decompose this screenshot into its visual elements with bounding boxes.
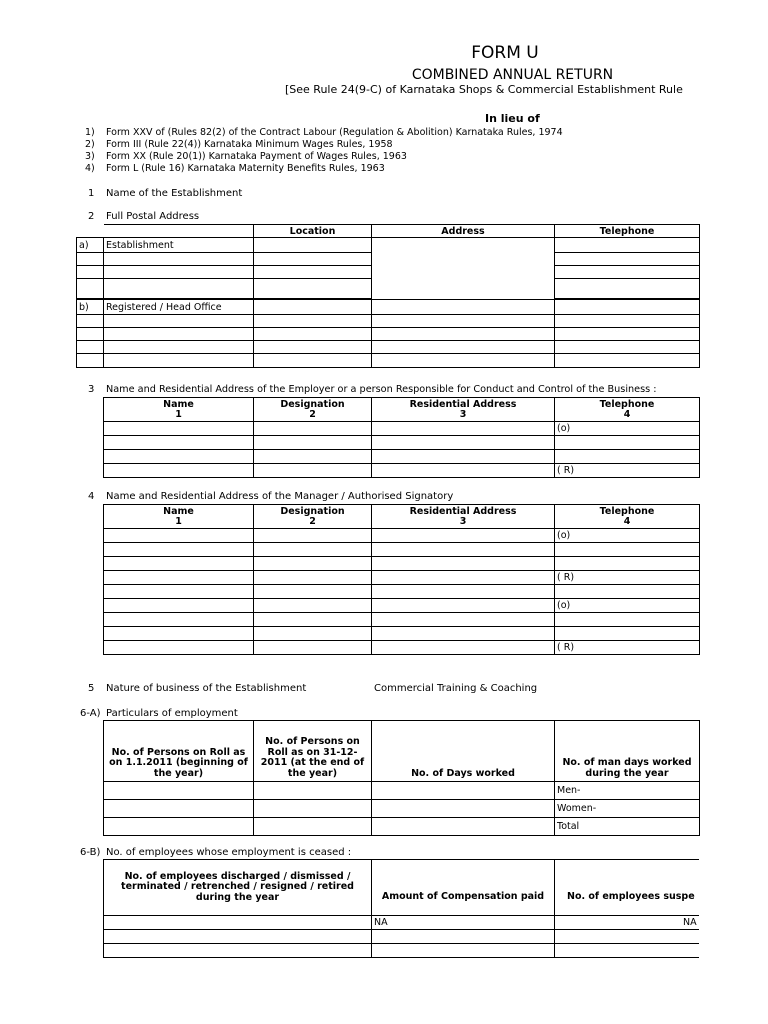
table-cell[interactable] bbox=[555, 944, 700, 958]
table-cell[interactable] bbox=[372, 818, 555, 836]
table-cell[interactable] bbox=[254, 300, 372, 315]
table-cell[interactable] bbox=[104, 800, 254, 818]
table-cell[interactable] bbox=[372, 782, 555, 800]
table-cell[interactable] bbox=[555, 436, 700, 450]
table-cell[interactable] bbox=[104, 557, 254, 571]
column-number: 2 bbox=[309, 408, 316, 420]
table-cell[interactable] bbox=[104, 436, 254, 450]
form-title: FORM U bbox=[471, 43, 539, 63]
lieu-item-num: 2) bbox=[85, 139, 95, 150]
table-cell[interactable] bbox=[254, 641, 372, 655]
table-cell[interactable] bbox=[555, 253, 700, 266]
table-cell[interactable] bbox=[104, 613, 254, 627]
table-cell[interactable] bbox=[254, 557, 372, 571]
table-cell[interactable] bbox=[104, 529, 254, 543]
table-cell[interactable] bbox=[555, 450, 700, 464]
lieu-item-num: 3) bbox=[85, 151, 95, 162]
row-label-head-office: Registered / Head Office bbox=[104, 300, 254, 315]
telephone-residence-cell[interactable]: ( R) bbox=[555, 641, 700, 655]
section-1-number: 1 bbox=[88, 188, 95, 199]
man-days-women-cell[interactable]: Women- bbox=[555, 800, 700, 818]
ceased-employment-table bbox=[103, 859, 699, 958]
table-cell[interactable] bbox=[104, 585, 254, 599]
table-cell[interactable] bbox=[254, 253, 372, 266]
column-header-employees-discharged: No. of employees discharged / dismissed / terminated / retrenched / resigned / retired during the year bbox=[104, 860, 372, 916]
column-header-persons-beginning: No. of Persons on Roll as on 1.1.2011 (beginning of the year) bbox=[104, 721, 254, 782]
table-cell[interactable] bbox=[104, 944, 372, 958]
table-cell[interactable] bbox=[254, 422, 372, 436]
table-cell[interactable] bbox=[555, 543, 700, 557]
column-header-location: Location bbox=[254, 225, 372, 238]
table-cell[interactable] bbox=[372, 599, 555, 613]
table-cell[interactable] bbox=[372, 930, 555, 944]
table-cell[interactable] bbox=[372, 354, 555, 368]
section-3-number: 3 bbox=[88, 384, 95, 395]
table-cell[interactable] bbox=[372, 529, 555, 543]
table-cell[interactable] bbox=[104, 627, 254, 641]
column-number: 1 bbox=[175, 408, 182, 420]
table-cell[interactable] bbox=[104, 571, 254, 585]
table-cell[interactable] bbox=[254, 315, 372, 328]
column-number: 3 bbox=[459, 515, 467, 527]
section-6b-label: No. of employees whose employment is ceased : bbox=[106, 847, 352, 858]
telephone-residence-cell[interactable]: ( R) bbox=[555, 464, 700, 478]
table-cell[interactable] bbox=[372, 422, 555, 436]
column-number: 3 bbox=[459, 408, 467, 420]
postal-address-table bbox=[76, 224, 700, 368]
compensation-value-cell[interactable]: NA bbox=[372, 916, 555, 930]
table-cell[interactable] bbox=[254, 585, 372, 599]
lieu-item-num: 1) bbox=[85, 127, 95, 138]
table-cell[interactable] bbox=[555, 300, 700, 315]
table-cell[interactable] bbox=[555, 238, 700, 253]
telephone-residence-cell[interactable]: ( R) bbox=[555, 571, 700, 585]
column-header-compensation: Amount of Compensation paid bbox=[372, 860, 555, 916]
table-cell[interactable] bbox=[104, 599, 254, 613]
table-cell[interactable] bbox=[372, 341, 555, 354]
table-cell[interactable] bbox=[555, 585, 700, 599]
table-cell[interactable] bbox=[555, 266, 700, 279]
table-cell[interactable] bbox=[104, 818, 254, 836]
column-header-man-days: No. of man days worked during the year bbox=[555, 721, 700, 782]
table-cell[interactable] bbox=[555, 354, 700, 368]
employer-table bbox=[103, 397, 700, 478]
rule-reference: [See Rule 24(9-C) of Karnataka Shops & Commercial Establishment Rule bbox=[285, 83, 683, 96]
table-cell[interactable] bbox=[254, 354, 372, 368]
in-lieu-heading: In lieu of bbox=[485, 112, 540, 125]
table-cell[interactable] bbox=[254, 529, 372, 543]
table-cell[interactable] bbox=[254, 571, 372, 585]
table-cell[interactable] bbox=[254, 782, 372, 800]
table-cell[interactable] bbox=[254, 450, 372, 464]
table-cell[interactable] bbox=[104, 916, 372, 930]
table-cell[interactable] bbox=[104, 422, 254, 436]
manager-table bbox=[103, 504, 700, 655]
section-6a-label: Particulars of employment bbox=[106, 708, 238, 719]
column-header-residential-address: Residential Address bbox=[409, 398, 517, 410]
table-cell[interactable] bbox=[372, 944, 555, 958]
table-cell[interactable] bbox=[555, 557, 700, 571]
lieu-item-text: Form L (Rule 16) Karnataka Maternity Benefits Rules, 1963 bbox=[106, 163, 385, 174]
table-cell[interactable] bbox=[104, 450, 254, 464]
table-cell[interactable] bbox=[254, 627, 372, 641]
table-cell[interactable] bbox=[104, 543, 254, 557]
table-cell[interactable] bbox=[254, 599, 372, 613]
table-cell[interactable] bbox=[372, 315, 555, 328]
table-cell[interactable] bbox=[372, 800, 555, 818]
section-5-label: Nature of business of the Establishment bbox=[106, 683, 307, 694]
table-cell[interactable] bbox=[555, 613, 700, 627]
table-cell[interactable] bbox=[372, 328, 555, 341]
column-header-telephone: Telephone bbox=[599, 398, 655, 410]
lieu-item-text: Form XX (Rule 20(1)) Karnataka Payment of Wages Rules, 1963 bbox=[106, 151, 407, 162]
section-6a-number: 6-A) bbox=[80, 708, 101, 719]
table-cell[interactable] bbox=[254, 464, 372, 478]
table-cell[interactable] bbox=[254, 436, 372, 450]
table-cell[interactable] bbox=[555, 930, 700, 944]
table-cell[interactable] bbox=[254, 818, 372, 836]
table-cell[interactable] bbox=[254, 613, 372, 627]
nature-of-business-value: Commercial Training & Coaching bbox=[374, 683, 538, 694]
table-cell[interactable] bbox=[555, 341, 700, 354]
lieu-item-text: Form XXV of (Rules 82(2) of the Contract Labour (Regulation & Abolition) Karnataka Rules, 1974 bbox=[106, 127, 563, 138]
table-cell[interactable] bbox=[372, 543, 555, 557]
row-code: a) bbox=[77, 238, 104, 253]
section-1-label: Name of the Establishment bbox=[106, 188, 243, 199]
table-cell[interactable] bbox=[372, 436, 555, 450]
table-cell[interactable] bbox=[372, 464, 555, 478]
table-cell[interactable] bbox=[555, 627, 700, 641]
table-cell[interactable] bbox=[555, 315, 700, 328]
column-header-designation: Designation bbox=[280, 505, 345, 517]
man-days-total-cell[interactable]: Total bbox=[555, 818, 700, 836]
table-cell[interactable] bbox=[254, 341, 372, 354]
telephone-office-cell[interactable]: (o) bbox=[555, 529, 700, 543]
table-cell[interactable] bbox=[104, 782, 254, 800]
column-header-telephone: Telephone bbox=[555, 225, 700, 238]
column-header-name: Name bbox=[163, 505, 194, 517]
column-number: 4 bbox=[623, 408, 631, 420]
table-cell[interactable] bbox=[254, 800, 372, 818]
establishment-address-cell[interactable] bbox=[372, 238, 555, 300]
ceased-employment-table-wrapper bbox=[103, 859, 699, 963]
table-cell[interactable] bbox=[372, 571, 555, 585]
table-cell[interactable] bbox=[372, 585, 555, 599]
table-cell[interactable] bbox=[372, 450, 555, 464]
section-4-number: 4 bbox=[88, 491, 95, 502]
table-cell[interactable] bbox=[104, 641, 254, 655]
column-header-days-worked: No. of Days worked bbox=[372, 721, 555, 782]
lieu-item-num: 4) bbox=[85, 163, 95, 174]
table-cell[interactable] bbox=[104, 930, 372, 944]
section-2-label: Full Postal Address bbox=[106, 211, 200, 222]
table-cell[interactable] bbox=[372, 641, 555, 655]
suspended-value-cell[interactable]: NA bbox=[555, 916, 700, 930]
section-3-label: Name and Residential Address of the Employer or a person Responsible for Conduct and Control of the Business : bbox=[106, 384, 657, 395]
lieu-item-text: Form III (Rule 22(4)) Karnataka Minimum Wages Rules, 1958 bbox=[106, 139, 393, 150]
section-5-number: 5 bbox=[88, 683, 95, 694]
table-cell[interactable] bbox=[254, 328, 372, 341]
telephone-office-cell[interactable]: (o) bbox=[555, 599, 700, 613]
column-header-designation: Designation bbox=[280, 398, 345, 410]
section-6b-number: 6-B) bbox=[80, 847, 101, 858]
form-subtitle: COMBINED ANNUAL RETURN bbox=[411, 67, 614, 83]
table-cell[interactable] bbox=[555, 279, 700, 299]
table-cell[interactable] bbox=[372, 627, 555, 641]
row-code: b) bbox=[77, 300, 104, 315]
table-cell[interactable] bbox=[555, 328, 700, 341]
table-cell[interactable] bbox=[372, 300, 555, 315]
column-header-residential-address: Residential Address bbox=[409, 505, 517, 517]
column-number: 2 bbox=[309, 515, 316, 527]
column-number: 1 bbox=[175, 515, 182, 527]
column-header-name: Name bbox=[163, 398, 194, 410]
telephone-office-cell[interactable]: (o) bbox=[555, 422, 700, 436]
table-cell[interactable] bbox=[254, 543, 372, 557]
table-cell[interactable] bbox=[372, 557, 555, 571]
table-cell[interactable] bbox=[104, 464, 254, 478]
section-2-number: 2 bbox=[88, 211, 95, 222]
column-header-persons-end: No. of Persons on Roll as on 31-12-2011 (at the end of the year) bbox=[254, 721, 372, 782]
column-header-address: Address bbox=[372, 225, 555, 238]
man-days-men-cell[interactable]: Men- bbox=[555, 782, 700, 800]
table-cell[interactable] bbox=[254, 238, 372, 253]
employment-particulars-table bbox=[103, 720, 700, 836]
table-cell[interactable] bbox=[254, 266, 372, 279]
table-cell[interactable] bbox=[254, 279, 372, 299]
section-4-label: Name and Residential Address of the Manager / Authorised Signatory bbox=[106, 491, 454, 502]
row-label-establishment: Establishment bbox=[104, 238, 254, 253]
column-number: 4 bbox=[623, 515, 631, 527]
column-header-telephone: Telephone bbox=[599, 505, 655, 517]
column-header-employees-suspended: No. of employees suspe bbox=[555, 860, 700, 916]
table-cell[interactable] bbox=[372, 613, 555, 627]
